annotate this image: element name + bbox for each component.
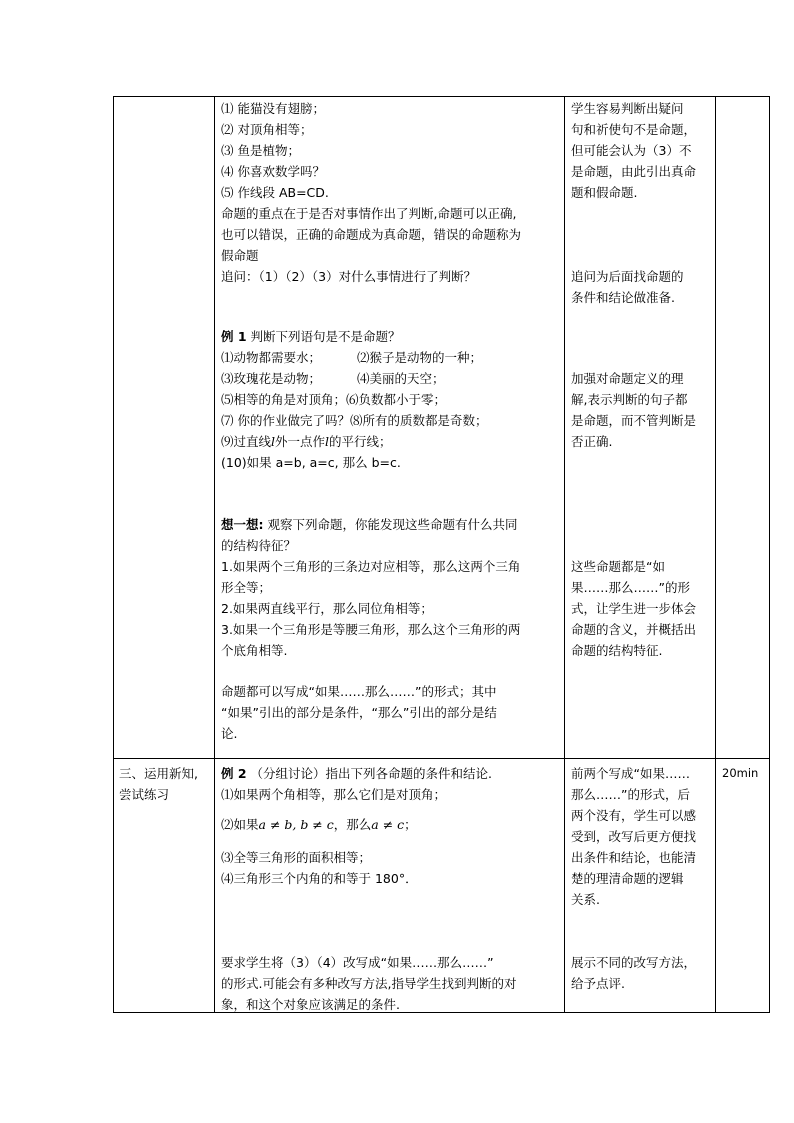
note-3-line-4: 否正确.: [571, 434, 613, 449]
note-1-line-1: 学生容易判断出疑问: [571, 101, 684, 116]
note-3-line-2: 解,表示判断的句子都: [571, 392, 688, 407]
note-5-line-4: 受到，改写后更方便找: [571, 829, 697, 844]
definition-line-2: 也可以错误，正确的命题成为真命题，错误的命题称为: [221, 227, 522, 242]
note-4-line-3: 式，让学生进一步体会: [571, 601, 697, 616]
think-prop-1b: 形全等；: [221, 580, 272, 595]
note-2-line-2: 条件和结论做准备.: [571, 290, 675, 305]
think-label: 想一想:: [221, 517, 264, 532]
summary-line-2: “如果”引出的部分是条件，“那么”引出的部分是结: [221, 705, 497, 720]
example-1-line-5c: 的平行线；: [329, 434, 392, 449]
example-2-line-4: ⑷三角形三个内角的和等于 180°．: [221, 871, 418, 886]
think-text: 观察下列命题，你能发现这些命题有什么共同: [263, 517, 518, 532]
stage-label-line-2: 尝试练习: [119, 787, 170, 802]
line-variable-l: l: [271, 434, 276, 449]
column-divider-1: [214, 96, 215, 1013]
think-line-2: 的结构待征？: [221, 538, 297, 553]
example-2-line-2c: ；: [404, 817, 417, 832]
definition-line-1: 命题的重点在于是否对事情作出了判断,命题可以正确,: [221, 206, 517, 221]
table-right-border: [769, 96, 770, 1013]
example-1-label: 例 1: [221, 329, 247, 344]
note-1-line-4: 是命题，由此引出真命: [571, 164, 697, 179]
note-4-line-4: 命题的含义，并概括出: [571, 622, 697, 637]
definition-line-3: 假命题: [221, 248, 259, 263]
example-2-line-3: ⑶全等三角形的面积相等；: [221, 850, 372, 865]
example-1-line-1a: ⑴动物都需要水；: [221, 350, 322, 365]
math-expression-1: a ≠ b, b ≠ c: [258, 817, 334, 832]
note-2-line-1: 追问为后面找命题的: [571, 269, 684, 284]
example-1-line-5a: ⑼过直线: [221, 434, 272, 449]
note-4-line-1: 这些命题都是“如: [571, 559, 665, 574]
item-1: ⑴ 能猫没有翅膀；: [221, 101, 325, 116]
example-2-label: 例 2: [221, 766, 247, 781]
summary-line-1: 命题都可以写成“如果……那么……”的形式；其中: [221, 684, 497, 699]
item-3: ⑶ 鱼是植物；: [221, 143, 300, 158]
example-1-line-5: [221, 431, 392, 452]
row-divider: [113, 758, 769, 759]
example-1-line-2a: ⑶玫瑰花是动物；: [221, 371, 322, 386]
stage-label-line-1: 三、运用新知,: [119, 766, 198, 781]
time-allocation: 20min: [722, 766, 759, 780]
table-left-border: [113, 96, 114, 1013]
example-1-heading: [221, 326, 401, 347]
example-1-line-2b: ⑷美丽的天空；: [357, 371, 445, 386]
column-divider-3: [715, 96, 716, 1013]
requirement-line-3: 象，和这个对象应该满足的条件.: [221, 997, 400, 1012]
note-5-line-6: 楚的理清命题的逻辑: [571, 871, 684, 886]
note-1-line-3: 但可能会认为（3）不: [571, 143, 692, 158]
column-divider-2: [564, 96, 565, 1013]
example-2-line-2a: ⑵如果: [221, 817, 259, 832]
example-2-line-2b: ，那么: [333, 817, 372, 832]
think-heading: [221, 514, 517, 535]
think-prop-1a: 1.如果两个三角形的三条边对应相等，那么这两个三角: [221, 559, 521, 574]
note-4-line-5: 命题的结构特征.: [571, 643, 663, 658]
note-1-line-2: 句和祈使句不是命题，: [571, 122, 697, 137]
item-4: ⑷ 你喜欢数学吗？: [221, 164, 325, 179]
requirement-line-1: 要求学生将（3）（4）改写成“如果……那么……”: [221, 955, 494, 970]
note-5-line-5: 出条件和结论，也能清: [571, 850, 697, 865]
example-1-line-3: ⑸相等的角是对顶角；⑹负数都小于零；: [221, 392, 447, 407]
note-5-line-7: 关系.: [571, 892, 600, 907]
example-1-line-1b: ⑵猴子是动物的一种；: [357, 350, 483, 365]
think-prop-2: 2.如果两直线平行，那么同位角相等；: [221, 601, 433, 616]
example-1-text: 判断下列语句是不是命题？: [246, 329, 401, 344]
note-1-line-5: 题和假命题.: [571, 185, 638, 200]
summary-line-3: 论.: [221, 726, 238, 741]
note-3-line-1: 加强对命题定义的理: [571, 371, 684, 386]
note-6-line-1: 展示不同的改写方法，: [571, 955, 697, 970]
note-6-line-2: 给予点评.: [571, 976, 625, 991]
think-prop-3b: 个底角相等.: [221, 643, 288, 658]
note-5-line-2: 那么……”的形式，后: [571, 787, 690, 802]
think-prop-3a: 3.如果一个三角形是等腰三角形，那么这个三角形的两: [221, 622, 521, 637]
requirement-line-2: 的形式.可能会有多种改写方法,指导学生找到判断的对: [221, 976, 517, 991]
table-top-border: [113, 96, 769, 97]
note-3-line-3: 是命题，而不管判断是: [571, 413, 697, 428]
example-2-line-1: ⑴如果两个角相等，那么它们是对顶角；: [221, 787, 447, 802]
example-1-line-5b: 外一点作: [275, 434, 326, 449]
note-5-line-1: 前两个写成“如果……: [571, 766, 690, 781]
table-bottom-border: [113, 1012, 769, 1013]
math-expression-2: a ≠ c: [371, 817, 405, 832]
followup-question: 追问：（1）（2）（3）对什么事情进行了判断？: [221, 269, 477, 284]
item-2: ⑵ 对顶角相等；: [221, 122, 313, 137]
note-5-line-3: 两个没有，学生可以感: [571, 808, 697, 823]
line-variable-l-2: l: [325, 434, 330, 449]
example-1-line-6: (10)如果 a=b, a=c, 那么 b=c.: [221, 455, 401, 470]
example-2-line-2: [221, 814, 417, 835]
example-2-text: （分组讨论）指出下列各命题的条件和结论.: [246, 766, 493, 781]
item-5: ⑸ 作线段 AB=CD.: [221, 185, 329, 200]
example-2-heading: [221, 763, 492, 784]
note-4-line-2: 果……那么……”的形: [571, 580, 690, 595]
example-1-line-4: ⑺ 你的作业做完了吗？⑻所有的质数都是奇数；: [221, 413, 488, 428]
